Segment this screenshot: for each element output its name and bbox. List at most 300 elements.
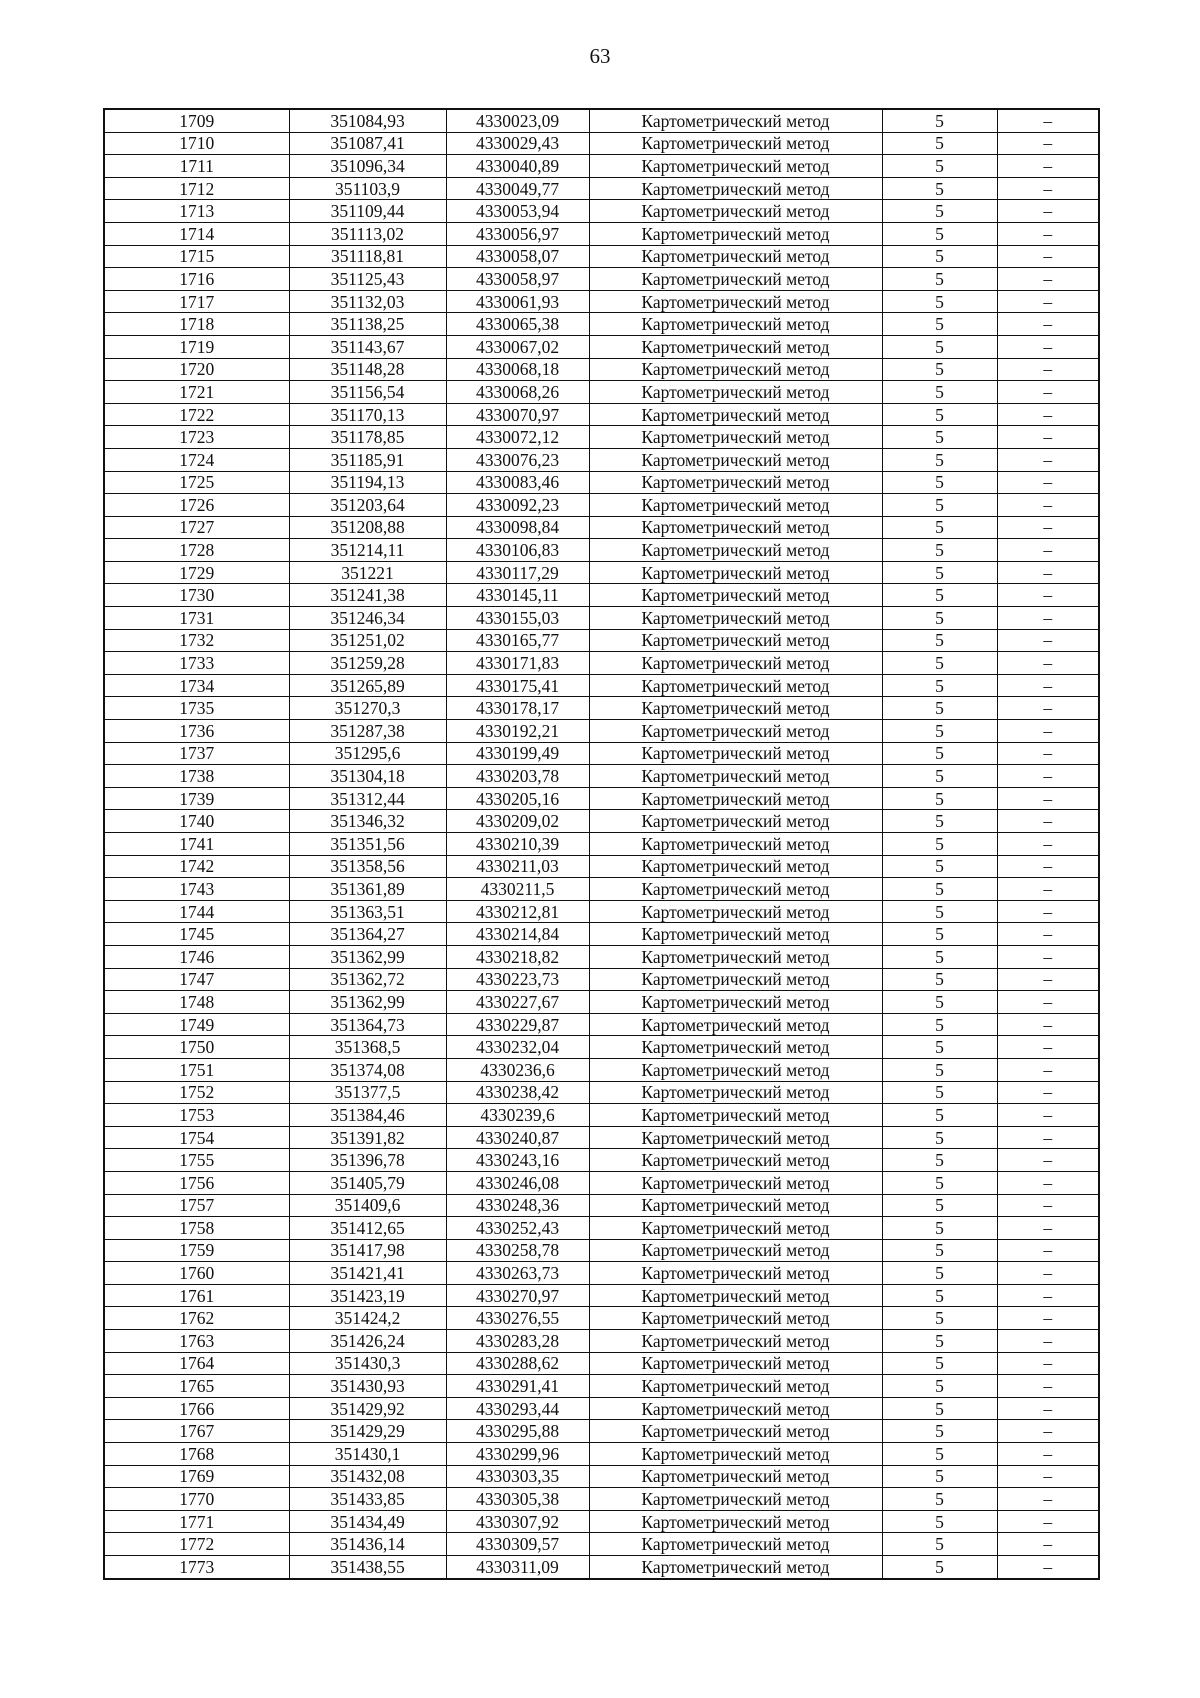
note-cell: –	[997, 833, 1099, 856]
method-cell: Картометрический метод	[589, 1330, 882, 1353]
method-cell: Картометрический метод	[589, 358, 882, 381]
x-coordinate-cell: 351432,08	[289, 1465, 446, 1488]
x-coordinate-cell: 351405,79	[289, 1171, 446, 1194]
x-coordinate-cell: 351118,81	[289, 245, 446, 268]
table-row	[104, 1262, 1099, 1285]
note-cell: –	[997, 1126, 1099, 1149]
point-number-cell: 1711	[104, 155, 289, 178]
y-coordinate-cell: 4330223,73	[446, 968, 589, 991]
point-number-cell: 1750	[104, 1036, 289, 1059]
point-number-cell: 1761	[104, 1284, 289, 1307]
method-cell: Картометрический метод	[589, 674, 882, 697]
table-body	[104, 109, 1099, 1579]
accuracy-cell: 5	[882, 697, 997, 720]
method-cell: Картометрический метод	[589, 652, 882, 675]
table-row	[104, 833, 1099, 856]
y-coordinate-cell: 4330068,18	[446, 358, 589, 381]
y-coordinate-cell: 4330263,73	[446, 1262, 589, 1285]
y-coordinate-cell: 4330303,35	[446, 1465, 589, 1488]
y-coordinate-cell: 4330106,83	[446, 539, 589, 562]
table-row	[104, 584, 1099, 607]
accuracy-cell: 5	[882, 652, 997, 675]
table-row	[104, 1465, 1099, 1488]
accuracy-cell: 5	[882, 1330, 997, 1353]
note-cell: –	[997, 1036, 1099, 1059]
method-cell: Картометрический метод	[589, 1465, 882, 1488]
note-cell: –	[997, 787, 1099, 810]
x-coordinate-cell: 351203,64	[289, 494, 446, 517]
x-coordinate-cell: 351433,85	[289, 1488, 446, 1511]
point-number-cell: 1735	[104, 697, 289, 720]
accuracy-cell: 5	[882, 968, 997, 991]
point-number-cell: 1731	[104, 607, 289, 630]
x-coordinate-cell: 351412,65	[289, 1217, 446, 1240]
accuracy-cell: 5	[882, 1194, 997, 1217]
y-coordinate-cell: 4330029,43	[446, 132, 589, 155]
y-coordinate-cell: 4330056,97	[446, 222, 589, 245]
x-coordinate-cell: 351103,9	[289, 177, 446, 200]
table-row	[104, 471, 1099, 494]
note-cell: –	[997, 448, 1099, 471]
method-cell: Картометрический метод	[589, 945, 882, 968]
note-cell: –	[997, 1330, 1099, 1353]
accuracy-cell: 5	[882, 471, 997, 494]
note-cell: –	[997, 471, 1099, 494]
point-number-cell: 1718	[104, 313, 289, 336]
table-row	[104, 945, 1099, 968]
table-row	[104, 1375, 1099, 1398]
note-cell: –	[997, 358, 1099, 381]
x-coordinate-cell: 351362,99	[289, 945, 446, 968]
note-cell: –	[997, 313, 1099, 336]
table-row	[104, 991, 1099, 1014]
note-cell: –	[997, 245, 1099, 268]
x-coordinate-cell: 351362,99	[289, 991, 446, 1014]
note-cell: –	[997, 1307, 1099, 1330]
note-cell: –	[997, 1058, 1099, 1081]
note-cell: –	[997, 1104, 1099, 1127]
method-cell: Картометрический метод	[589, 381, 882, 404]
accuracy-cell: 5	[882, 1262, 997, 1285]
point-number-cell: 1722	[104, 403, 289, 426]
y-coordinate-cell: 4330276,55	[446, 1307, 589, 1330]
point-number-cell: 1719	[104, 335, 289, 358]
method-cell: Картометрический метод	[589, 1352, 882, 1375]
table-row	[104, 968, 1099, 991]
x-coordinate-cell: 351304,18	[289, 765, 446, 788]
table-row	[104, 1307, 1099, 1330]
table-row	[104, 1239, 1099, 1262]
note-cell: –	[997, 381, 1099, 404]
point-number-cell: 1754	[104, 1126, 289, 1149]
note-cell: –	[997, 1465, 1099, 1488]
point-number-cell: 1716	[104, 268, 289, 291]
point-number-cell: 1772	[104, 1533, 289, 1556]
y-coordinate-cell: 4330240,87	[446, 1126, 589, 1149]
accuracy-cell: 5	[882, 426, 997, 449]
point-number-cell: 1749	[104, 1013, 289, 1036]
point-number-cell: 1723	[104, 426, 289, 449]
x-coordinate-cell: 351214,11	[289, 539, 446, 562]
point-number-cell: 1739	[104, 787, 289, 810]
point-number-cell: 1760	[104, 1262, 289, 1285]
point-number-cell: 1771	[104, 1510, 289, 1533]
table-row	[104, 1533, 1099, 1556]
table-row	[104, 720, 1099, 743]
table-row	[104, 1013, 1099, 1036]
accuracy-cell: 5	[882, 132, 997, 155]
x-coordinate-cell: 351423,19	[289, 1284, 446, 1307]
method-cell: Картометрический метод	[589, 1397, 882, 1420]
table-row	[104, 1330, 1099, 1353]
x-coordinate-cell: 351125,43	[289, 268, 446, 291]
y-coordinate-cell: 4330212,81	[446, 900, 589, 923]
method-cell: Картометрический метод	[589, 810, 882, 833]
accuracy-cell: 5	[882, 494, 997, 517]
point-number-cell: 1724	[104, 448, 289, 471]
y-coordinate-cell: 4330040,89	[446, 155, 589, 178]
table-row	[104, 290, 1099, 313]
table-row	[104, 1556, 1099, 1579]
note-cell: –	[997, 177, 1099, 200]
note-cell: –	[997, 335, 1099, 358]
accuracy-cell: 5	[882, 222, 997, 245]
y-coordinate-cell: 4330098,84	[446, 516, 589, 539]
table-row	[104, 810, 1099, 833]
point-number-cell: 1768	[104, 1443, 289, 1466]
y-coordinate-cell: 4330199,49	[446, 742, 589, 765]
method-cell: Картометрический метод	[589, 1149, 882, 1172]
table-row	[104, 1397, 1099, 1420]
accuracy-cell: 5	[882, 1420, 997, 1443]
table-row	[104, 494, 1099, 517]
note-cell: –	[997, 132, 1099, 155]
point-number-cell: 1712	[104, 177, 289, 200]
point-number-cell: 1742	[104, 855, 289, 878]
x-coordinate-cell: 351374,08	[289, 1058, 446, 1081]
y-coordinate-cell: 4330068,26	[446, 381, 589, 404]
note-cell: –	[997, 674, 1099, 697]
note-cell: –	[997, 1262, 1099, 1285]
y-coordinate-cell: 4330049,77	[446, 177, 589, 200]
accuracy-cell: 5	[882, 607, 997, 630]
accuracy-cell: 5	[882, 1149, 997, 1172]
y-coordinate-cell: 4330192,21	[446, 720, 589, 743]
accuracy-cell: 5	[882, 991, 997, 1014]
accuracy-cell: 5	[882, 1397, 997, 1420]
x-coordinate-cell: 351377,5	[289, 1081, 446, 1104]
accuracy-cell: 5	[882, 833, 997, 856]
table-row	[104, 855, 1099, 878]
x-coordinate-cell: 351364,27	[289, 923, 446, 946]
note-cell: –	[997, 155, 1099, 178]
accuracy-cell: 5	[882, 335, 997, 358]
table-row	[104, 245, 1099, 268]
method-cell: Картометрический метод	[589, 629, 882, 652]
y-coordinate-cell: 4330155,03	[446, 607, 589, 630]
y-coordinate-cell: 4330309,57	[446, 1533, 589, 1556]
y-coordinate-cell: 4330238,42	[446, 1081, 589, 1104]
accuracy-cell: 5	[882, 1284, 997, 1307]
y-coordinate-cell: 4330023,09	[446, 109, 589, 132]
note-cell: –	[997, 268, 1099, 291]
accuracy-cell: 5	[882, 742, 997, 765]
point-number-cell: 1727	[104, 516, 289, 539]
note-cell: –	[997, 720, 1099, 743]
note-cell: –	[997, 1375, 1099, 1398]
method-cell: Картометрический метод	[589, 155, 882, 178]
y-coordinate-cell: 4330293,44	[446, 1397, 589, 1420]
x-coordinate-cell: 351251,02	[289, 629, 446, 652]
accuracy-cell: 5	[882, 245, 997, 268]
table-row	[104, 1488, 1099, 1511]
x-coordinate-cell: 351221	[289, 561, 446, 584]
table-row	[104, 900, 1099, 923]
y-coordinate-cell: 4330065,38	[446, 313, 589, 336]
y-coordinate-cell: 4330227,67	[446, 991, 589, 1014]
note-cell: –	[997, 109, 1099, 132]
point-number-cell: 1710	[104, 132, 289, 155]
note-cell: –	[997, 607, 1099, 630]
accuracy-cell: 5	[882, 1036, 997, 1059]
y-coordinate-cell: 4330239,6	[446, 1104, 589, 1127]
note-cell: –	[997, 1420, 1099, 1443]
accuracy-cell: 5	[882, 561, 997, 584]
method-cell: Картометрический метод	[589, 1307, 882, 1330]
y-coordinate-cell: 4330218,82	[446, 945, 589, 968]
note-cell: –	[997, 1239, 1099, 1262]
x-coordinate-cell: 351132,03	[289, 290, 446, 313]
accuracy-cell: 5	[882, 1352, 997, 1375]
method-cell: Картометрический метод	[589, 1420, 882, 1443]
x-coordinate-cell: 351170,13	[289, 403, 446, 426]
x-coordinate-cell: 351270,3	[289, 697, 446, 720]
point-number-cell: 1766	[104, 1397, 289, 1420]
table-row	[104, 516, 1099, 539]
x-coordinate-cell: 351194,13	[289, 471, 446, 494]
point-number-cell: 1713	[104, 200, 289, 223]
point-number-cell: 1729	[104, 561, 289, 584]
x-coordinate-cell: 351096,34	[289, 155, 446, 178]
point-number-cell: 1753	[104, 1104, 289, 1127]
method-cell: Картометрический метод	[589, 923, 882, 946]
y-coordinate-cell: 4330092,23	[446, 494, 589, 517]
x-coordinate-cell: 351436,14	[289, 1533, 446, 1556]
point-number-cell: 1757	[104, 1194, 289, 1217]
note-cell: –	[997, 855, 1099, 878]
x-coordinate-cell: 351287,38	[289, 720, 446, 743]
x-coordinate-cell: 351429,29	[289, 1420, 446, 1443]
y-coordinate-cell: 4330307,92	[446, 1510, 589, 1533]
accuracy-cell: 5	[882, 1556, 997, 1579]
y-coordinate-cell: 4330178,17	[446, 697, 589, 720]
table-row	[104, 674, 1099, 697]
y-coordinate-cell: 4330211,03	[446, 855, 589, 878]
y-coordinate-cell: 4330145,11	[446, 584, 589, 607]
method-cell: Картометрический метод	[589, 1126, 882, 1149]
table-row	[104, 1149, 1099, 1172]
accuracy-cell: 5	[882, 1465, 997, 1488]
method-cell: Картометрический метод	[589, 1013, 882, 1036]
table-row	[104, 268, 1099, 291]
note-cell: –	[997, 1013, 1099, 1036]
accuracy-cell: 5	[882, 855, 997, 878]
table-row	[104, 155, 1099, 178]
x-coordinate-cell: 351295,6	[289, 742, 446, 765]
note-cell: –	[997, 1443, 1099, 1466]
note-cell: –	[997, 1149, 1099, 1172]
y-coordinate-cell: 4330061,93	[446, 290, 589, 313]
point-number-cell: 1756	[104, 1171, 289, 1194]
point-number-cell: 1725	[104, 471, 289, 494]
table-row	[104, 109, 1099, 132]
point-number-cell: 1744	[104, 900, 289, 923]
coordinates-table	[103, 108, 1100, 1580]
x-coordinate-cell: 351384,46	[289, 1104, 446, 1127]
accuracy-cell: 5	[882, 1126, 997, 1149]
accuracy-cell: 5	[882, 516, 997, 539]
note-cell: –	[997, 900, 1099, 923]
point-number-cell: 1717	[104, 290, 289, 313]
method-cell: Картометрический метод	[589, 1217, 882, 1240]
method-cell: Картометрический метод	[589, 833, 882, 856]
method-cell: Картометрический метод	[589, 720, 882, 743]
y-coordinate-cell: 4330211,5	[446, 878, 589, 901]
table-row	[104, 1081, 1099, 1104]
accuracy-cell: 5	[882, 381, 997, 404]
point-number-cell: 1714	[104, 222, 289, 245]
table-row	[104, 878, 1099, 901]
y-coordinate-cell: 4330171,83	[446, 652, 589, 675]
accuracy-cell: 5	[882, 1510, 997, 1533]
accuracy-cell: 5	[882, 945, 997, 968]
method-cell: Картометрический метод	[589, 855, 882, 878]
accuracy-cell: 5	[882, 155, 997, 178]
y-coordinate-cell: 4330203,78	[446, 765, 589, 788]
note-cell: –	[997, 516, 1099, 539]
x-coordinate-cell: 351391,82	[289, 1126, 446, 1149]
accuracy-cell: 5	[882, 674, 997, 697]
method-cell: Картометрический метод	[589, 900, 882, 923]
table-row	[104, 539, 1099, 562]
note-cell: –	[997, 561, 1099, 584]
x-coordinate-cell: 351430,3	[289, 1352, 446, 1375]
x-coordinate-cell: 351362,72	[289, 968, 446, 991]
note-cell: –	[997, 584, 1099, 607]
method-cell: Картометрический метод	[589, 584, 882, 607]
method-cell: Картометрический метод	[589, 448, 882, 471]
accuracy-cell: 5	[882, 1533, 997, 1556]
point-number-cell: 1709	[104, 109, 289, 132]
y-coordinate-cell: 4330165,77	[446, 629, 589, 652]
point-number-cell: 1759	[104, 1239, 289, 1262]
method-cell: Картометрический метод	[589, 222, 882, 245]
y-coordinate-cell: 4330067,02	[446, 335, 589, 358]
point-number-cell: 1737	[104, 742, 289, 765]
note-cell: –	[997, 697, 1099, 720]
x-coordinate-cell: 351346,32	[289, 810, 446, 833]
method-cell: Картометрический метод	[589, 1262, 882, 1285]
point-number-cell: 1748	[104, 991, 289, 1014]
table-row	[104, 787, 1099, 810]
x-coordinate-cell: 351421,41	[289, 1262, 446, 1285]
method-cell: Картометрический метод	[589, 132, 882, 155]
accuracy-cell: 5	[882, 1171, 997, 1194]
method-cell: Картометрический метод	[589, 516, 882, 539]
point-number-cell: 1773	[104, 1556, 289, 1579]
accuracy-cell: 5	[882, 1375, 997, 1398]
method-cell: Картометрический метод	[589, 765, 882, 788]
note-cell: –	[997, 742, 1099, 765]
table-row	[104, 607, 1099, 630]
method-cell: Картометрический метод	[589, 1488, 882, 1511]
table-row	[104, 448, 1099, 471]
note-cell: –	[997, 1510, 1099, 1533]
note-cell: –	[997, 1488, 1099, 1511]
method-cell: Картометрический метод	[589, 1104, 882, 1127]
x-coordinate-cell: 351368,5	[289, 1036, 446, 1059]
x-coordinate-cell: 351364,73	[289, 1013, 446, 1036]
x-coordinate-cell: 351185,91	[289, 448, 446, 471]
method-cell: Картометрический метод	[589, 1081, 882, 1104]
point-number-cell: 1721	[104, 381, 289, 404]
x-coordinate-cell: 351208,88	[289, 516, 446, 539]
point-number-cell: 1733	[104, 652, 289, 675]
method-cell: Картометрический метод	[589, 1171, 882, 1194]
point-number-cell: 1767	[104, 1420, 289, 1443]
note-cell: –	[997, 222, 1099, 245]
table-row	[104, 426, 1099, 449]
accuracy-cell: 5	[882, 1307, 997, 1330]
note-cell: –	[997, 1556, 1099, 1579]
note-cell: –	[997, 539, 1099, 562]
method-cell: Картометрический метод	[589, 1443, 882, 1466]
method-cell: Картометрический метод	[589, 1556, 882, 1579]
method-cell: Картометрический метод	[589, 991, 882, 1014]
x-coordinate-cell: 351358,56	[289, 855, 446, 878]
point-number-cell: 1736	[104, 720, 289, 743]
y-coordinate-cell: 4330205,16	[446, 787, 589, 810]
x-coordinate-cell: 351138,25	[289, 313, 446, 336]
x-coordinate-cell: 351148,28	[289, 358, 446, 381]
method-cell: Картометрический метод	[589, 561, 882, 584]
x-coordinate-cell: 351417,98	[289, 1239, 446, 1262]
point-number-cell: 1715	[104, 245, 289, 268]
point-number-cell: 1751	[104, 1058, 289, 1081]
y-coordinate-cell: 4330299,96	[446, 1443, 589, 1466]
x-coordinate-cell: 351178,85	[289, 426, 446, 449]
accuracy-cell: 5	[882, 1013, 997, 1036]
table-row	[104, 629, 1099, 652]
y-coordinate-cell: 4330117,29	[446, 561, 589, 584]
point-number-cell: 1765	[104, 1375, 289, 1398]
accuracy-cell: 5	[882, 313, 997, 336]
method-cell: Картометрический метод	[589, 268, 882, 291]
note-cell: –	[997, 1352, 1099, 1375]
note-cell: –	[997, 426, 1099, 449]
x-coordinate-cell: 351434,49	[289, 1510, 446, 1533]
y-coordinate-cell: 4330229,87	[446, 1013, 589, 1036]
x-coordinate-cell: 351087,41	[289, 132, 446, 155]
y-coordinate-cell: 4330258,78	[446, 1239, 589, 1262]
method-cell: Картометрический метод	[589, 494, 882, 517]
x-coordinate-cell: 351361,89	[289, 878, 446, 901]
note-cell: –	[997, 1171, 1099, 1194]
y-coordinate-cell: 4330270,97	[446, 1284, 589, 1307]
accuracy-cell: 5	[882, 765, 997, 788]
point-number-cell: 1764	[104, 1352, 289, 1375]
method-cell: Картометрический метод	[589, 1239, 882, 1262]
